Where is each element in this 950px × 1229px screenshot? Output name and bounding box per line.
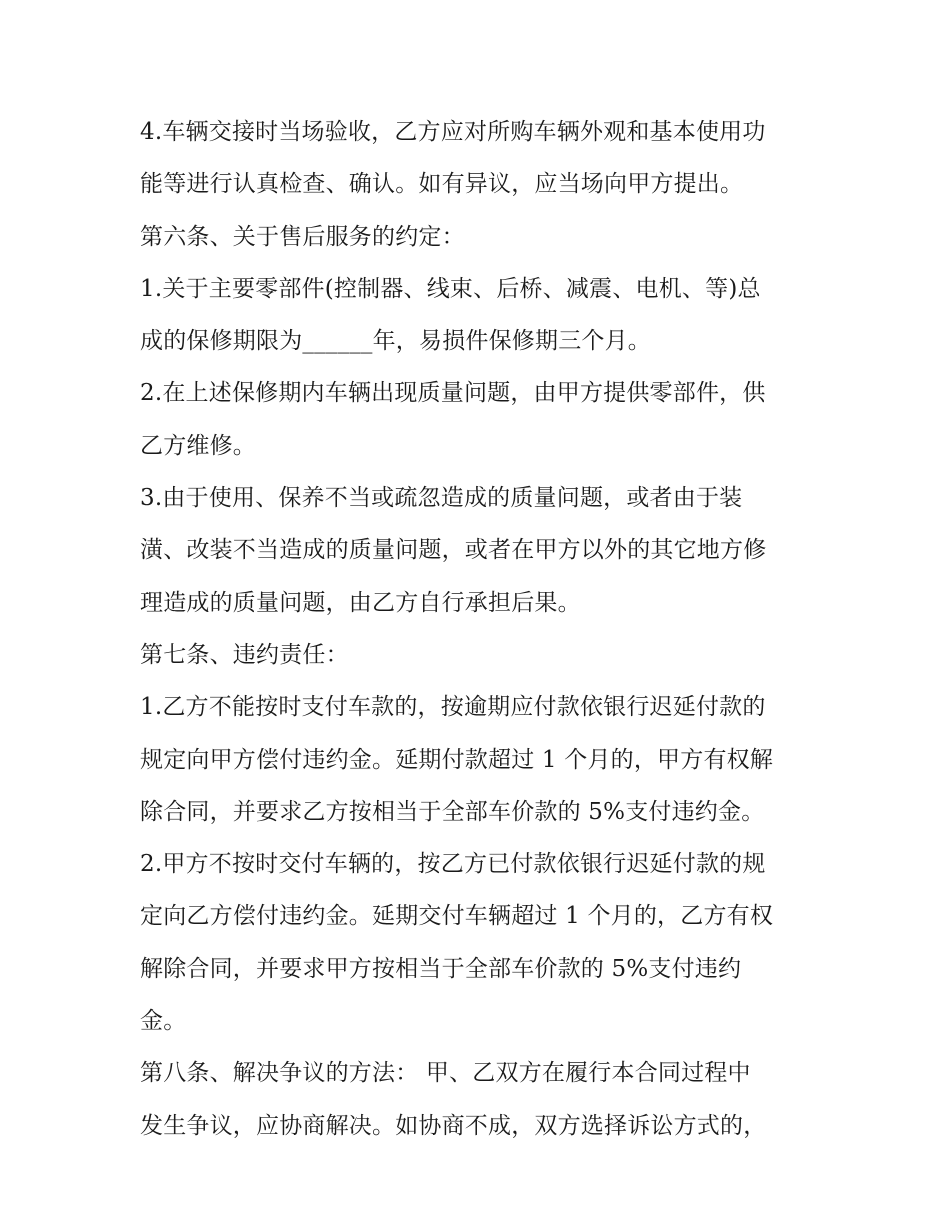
text-line: 1.乙方不能按时支付车款的，按逾期应付款依银行迟延付款的 <box>140 694 766 721</box>
text-line: 2.在上述保修期内车辆出现质量问题，由甲方提供零部件，供 <box>140 380 766 407</box>
text-line: 成的保修期限为______年，易损件保修期三个月。 <box>140 328 651 355</box>
text-line: 规定向甲方偿付违约金。延期付款超过 1 个月的，甲方有权解 <box>140 746 774 773</box>
text-line: 1.关于主要零部件(控制器、线束、后桥、减震、电机、等)总 <box>140 275 761 302</box>
text-line: 金。 <box>140 1008 187 1035</box>
section-heading: 第八条、解决争议的方法： 甲、乙双方在履行本合同过程中 <box>140 1060 751 1087</box>
text-line: 解除合同，并要求甲方按相当于全部车价款的 5%支付违约 <box>140 955 742 982</box>
text-line: 除合同，并要求乙方按相当于全部车价款的 5%支付违约金。 <box>140 798 765 825</box>
text-line: 2.甲方不按时交付车辆的，按乙方已付款依银行迟延付款的规 <box>140 851 766 878</box>
text-line: 理造成的质量问题，由乙方自行承担后果。 <box>140 589 581 616</box>
text-line: 定向乙方偿付违约金。延期交付车辆超过 1 个月的，乙方有权 <box>140 903 774 930</box>
contract-text <box>140 106 830 1152</box>
text-line: 乙方维修。 <box>140 432 256 459</box>
text-line: 4.车辆交接时当场验收，乙方应对所购车辆外观和基本使用功 <box>140 119 766 145</box>
section-heading: 第六条、关于售后服务的约定： <box>140 223 465 250</box>
text-line: 3.由于使用、保养不当或疏忽造成的质量问题，或者由于装 <box>140 485 743 512</box>
text-line: 能等进行认真检查、确认。如有异议，应当场向甲方提出。 <box>140 171 744 198</box>
section-heading: 第七条、违约责任： <box>140 641 349 668</box>
text-line: 发生争议，应协商解决。如协商不成，双方选择诉讼方式的， <box>140 1112 767 1139</box>
text-line: 潢、改装不当造成的质量问题，或者在甲方以外的其它地方修 <box>140 537 767 564</box>
